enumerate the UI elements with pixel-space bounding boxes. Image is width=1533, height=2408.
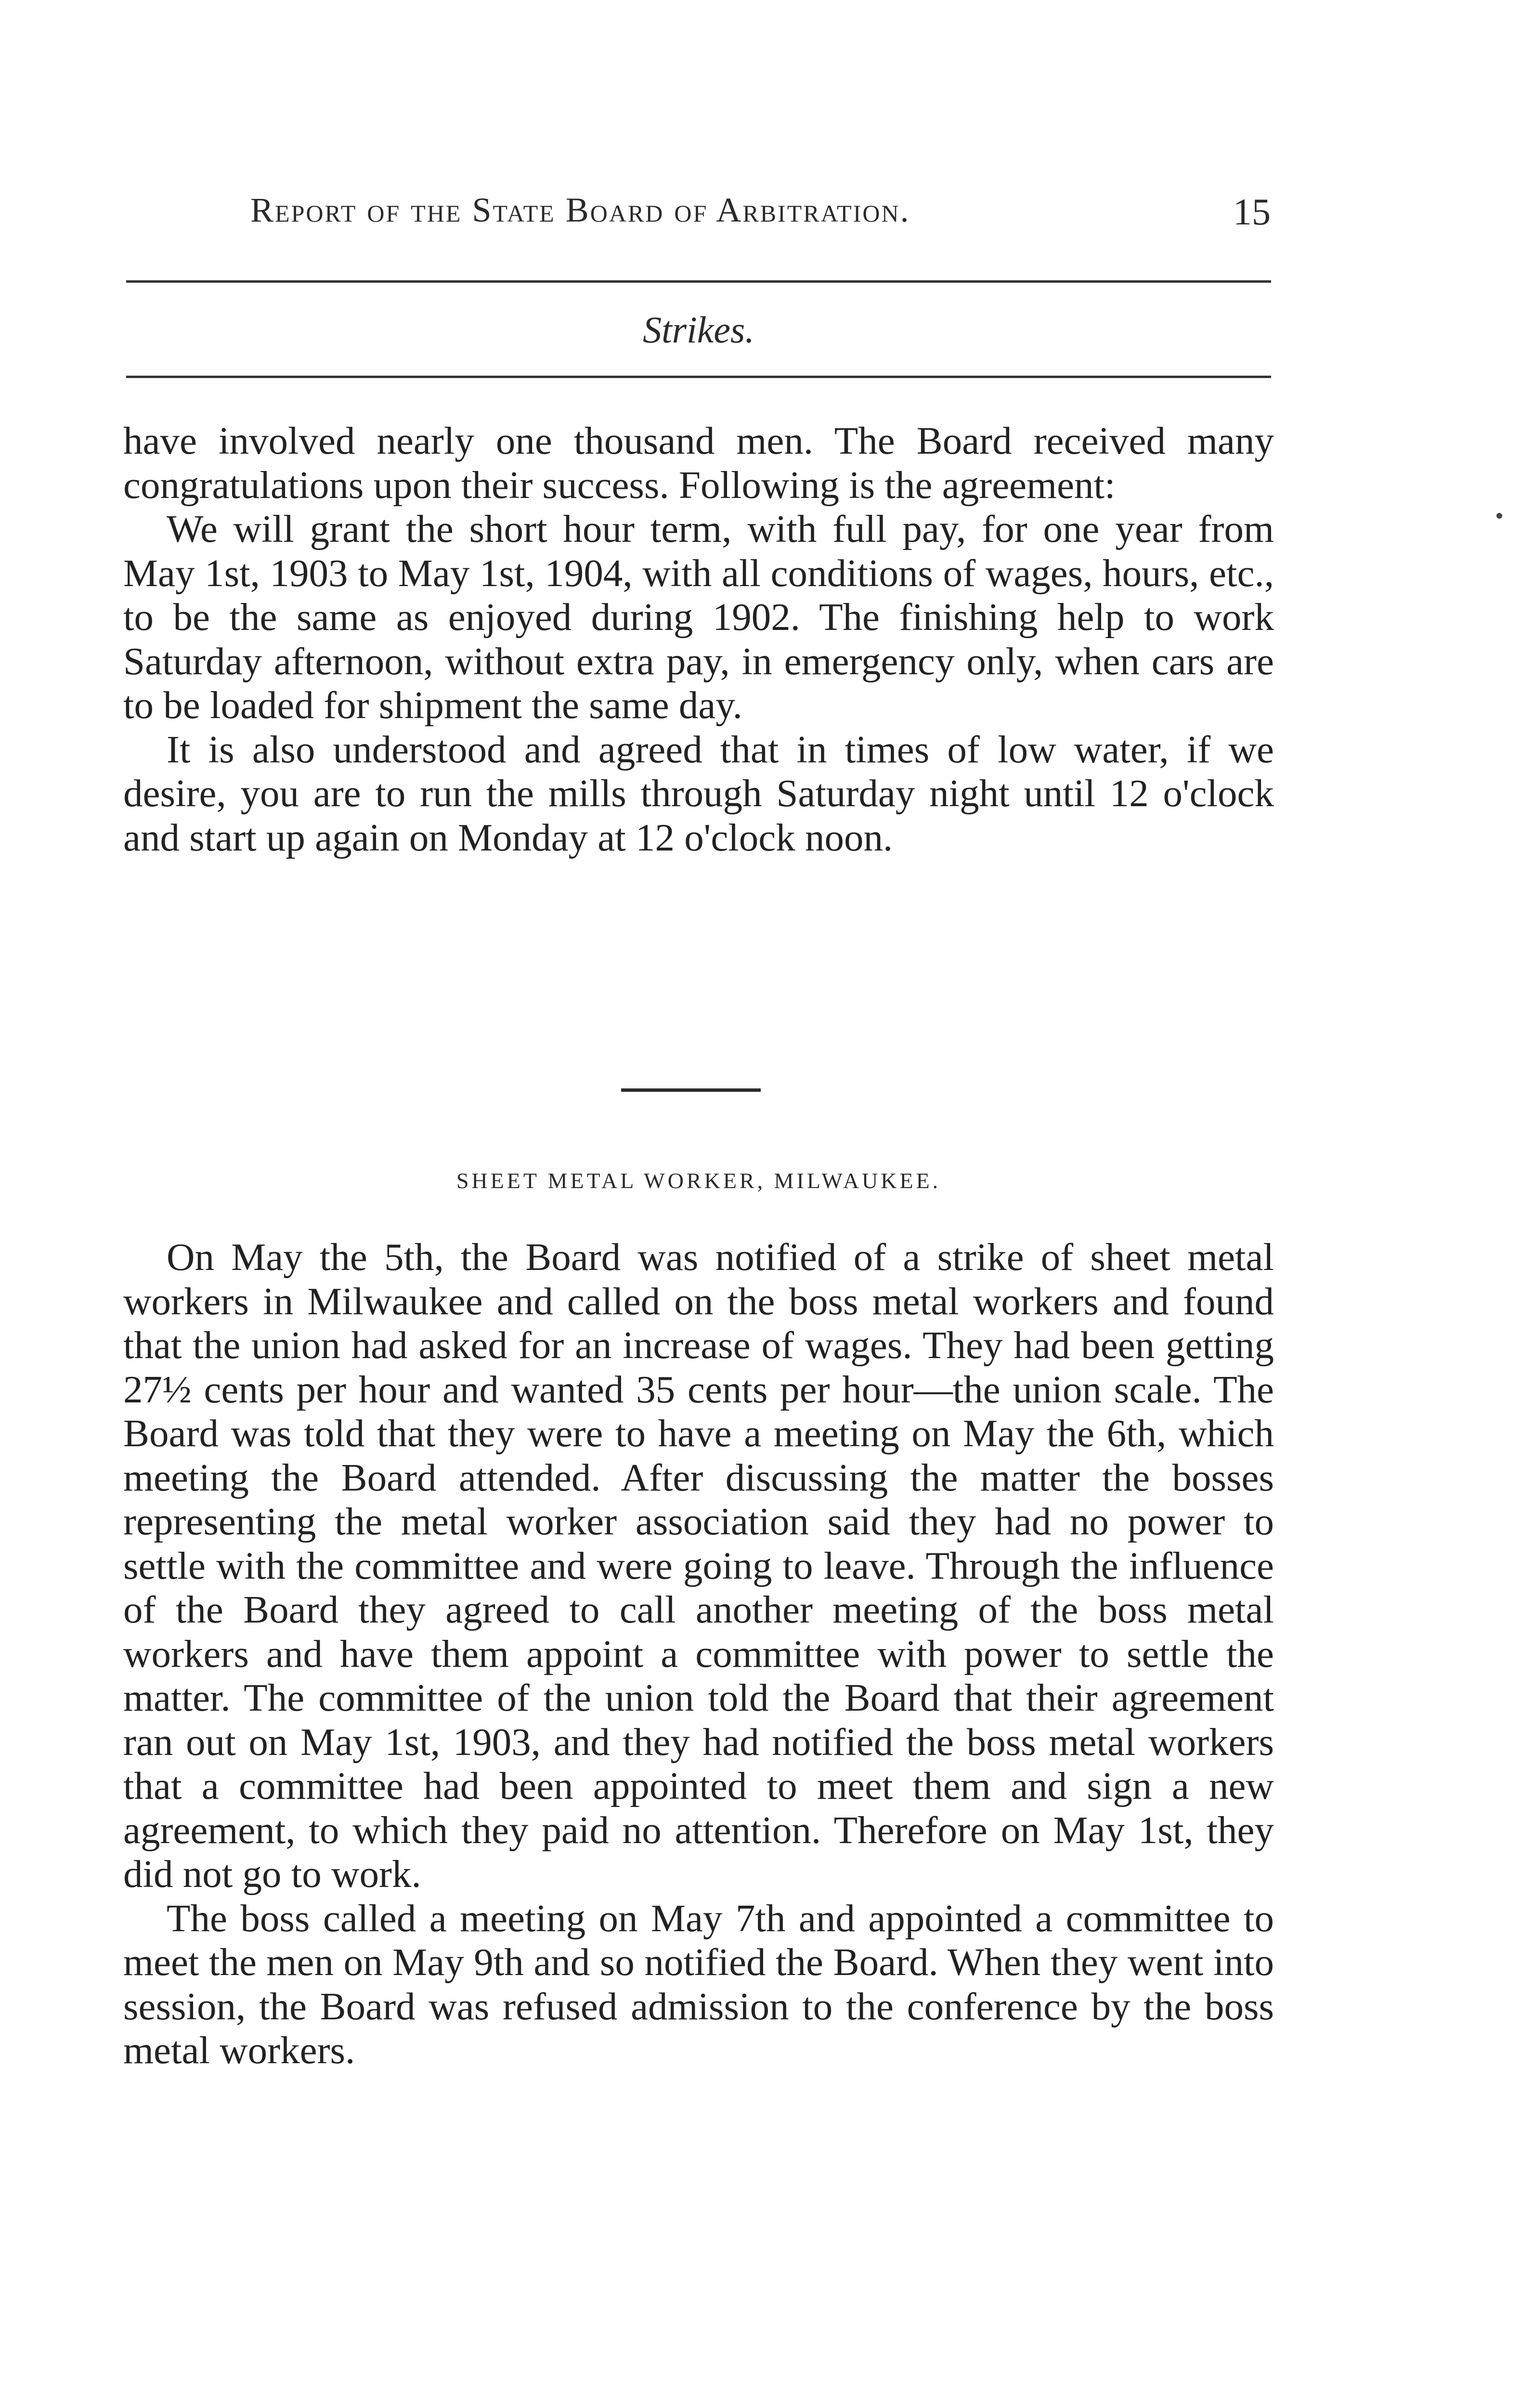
paragraph-boss-meeting: The boss called a meeting on May 7th and appointed a committee to meet the men on May 9th and so notified the Board. When they went into session, the Board was refused admission to the conference by the boss metal workers. — [123, 1896, 1274, 2072]
running-head: Report of the State Board of Arbitration. — [250, 191, 910, 229]
header-rule-bottom — [126, 376, 1271, 378]
section-title: Strikes. — [643, 309, 754, 351]
paragraph-continuation: have involved nearly one thousand men. The Board received many congratulations upon their success. Following is the agreement: — [123, 419, 1274, 507]
paragraph-strike-notice: On May the 5th, the Board was notified of a strike of sheet metal workers in Milwaukee and called on the boss metal workers and found that the union had asked for an increase of wages. They had been getting 27½ cents per hour and wanted 35 cents per hour—the union scale. The Board was told that they were to have a meeting on May the 6th, which meeting the Board attended. After discussing the matter the bosses representing the metal worker association said they had no power to settle with the committee and were going to leave. Through the influence of the Board they agreed to call another meeting of the boss metal workers and have them appoint a committee with power to settle the matter. The committee of the union told the Board that their agreement ran out on May 1st, 1903, and they had notified the boss metal workers that a committee had been appointed to meet them and sign a new agreement, to which they paid no attention. Therefore on May 1st, they did not go to work. — [123, 1235, 1274, 1896]
subsection-heading: SHEET METAL WORKER, MILWAUKEE. — [456, 1168, 941, 1193]
paragraph-agreement: We will grant the short hour term, with full pay, for one year from May 1st, 1903 to May 1st, 1904, with all conditions of wages, hours, etc., to be the same as enjoyed during 1902. The finishing help to work Saturday afternoon, without extra pay, in emergency only, when cars are to be loaded for shipment the same day. — [123, 507, 1274, 727]
header-rule-top — [126, 280, 1271, 283]
milwaukee-text-block — [123, 1235, 1274, 2073]
agreement-text-block — [123, 419, 1274, 860]
page-number: 15 — [1233, 191, 1271, 233]
margin-dot — [1496, 513, 1502, 519]
paragraph-understanding: It is also understood and agreed that in times of low water, if we desire, you are to run the mills through Saturday night until 12 o'clock and start up again on Monday at 12 o'clock noon. — [123, 727, 1274, 859]
section-divider — [621, 1088, 761, 1092]
